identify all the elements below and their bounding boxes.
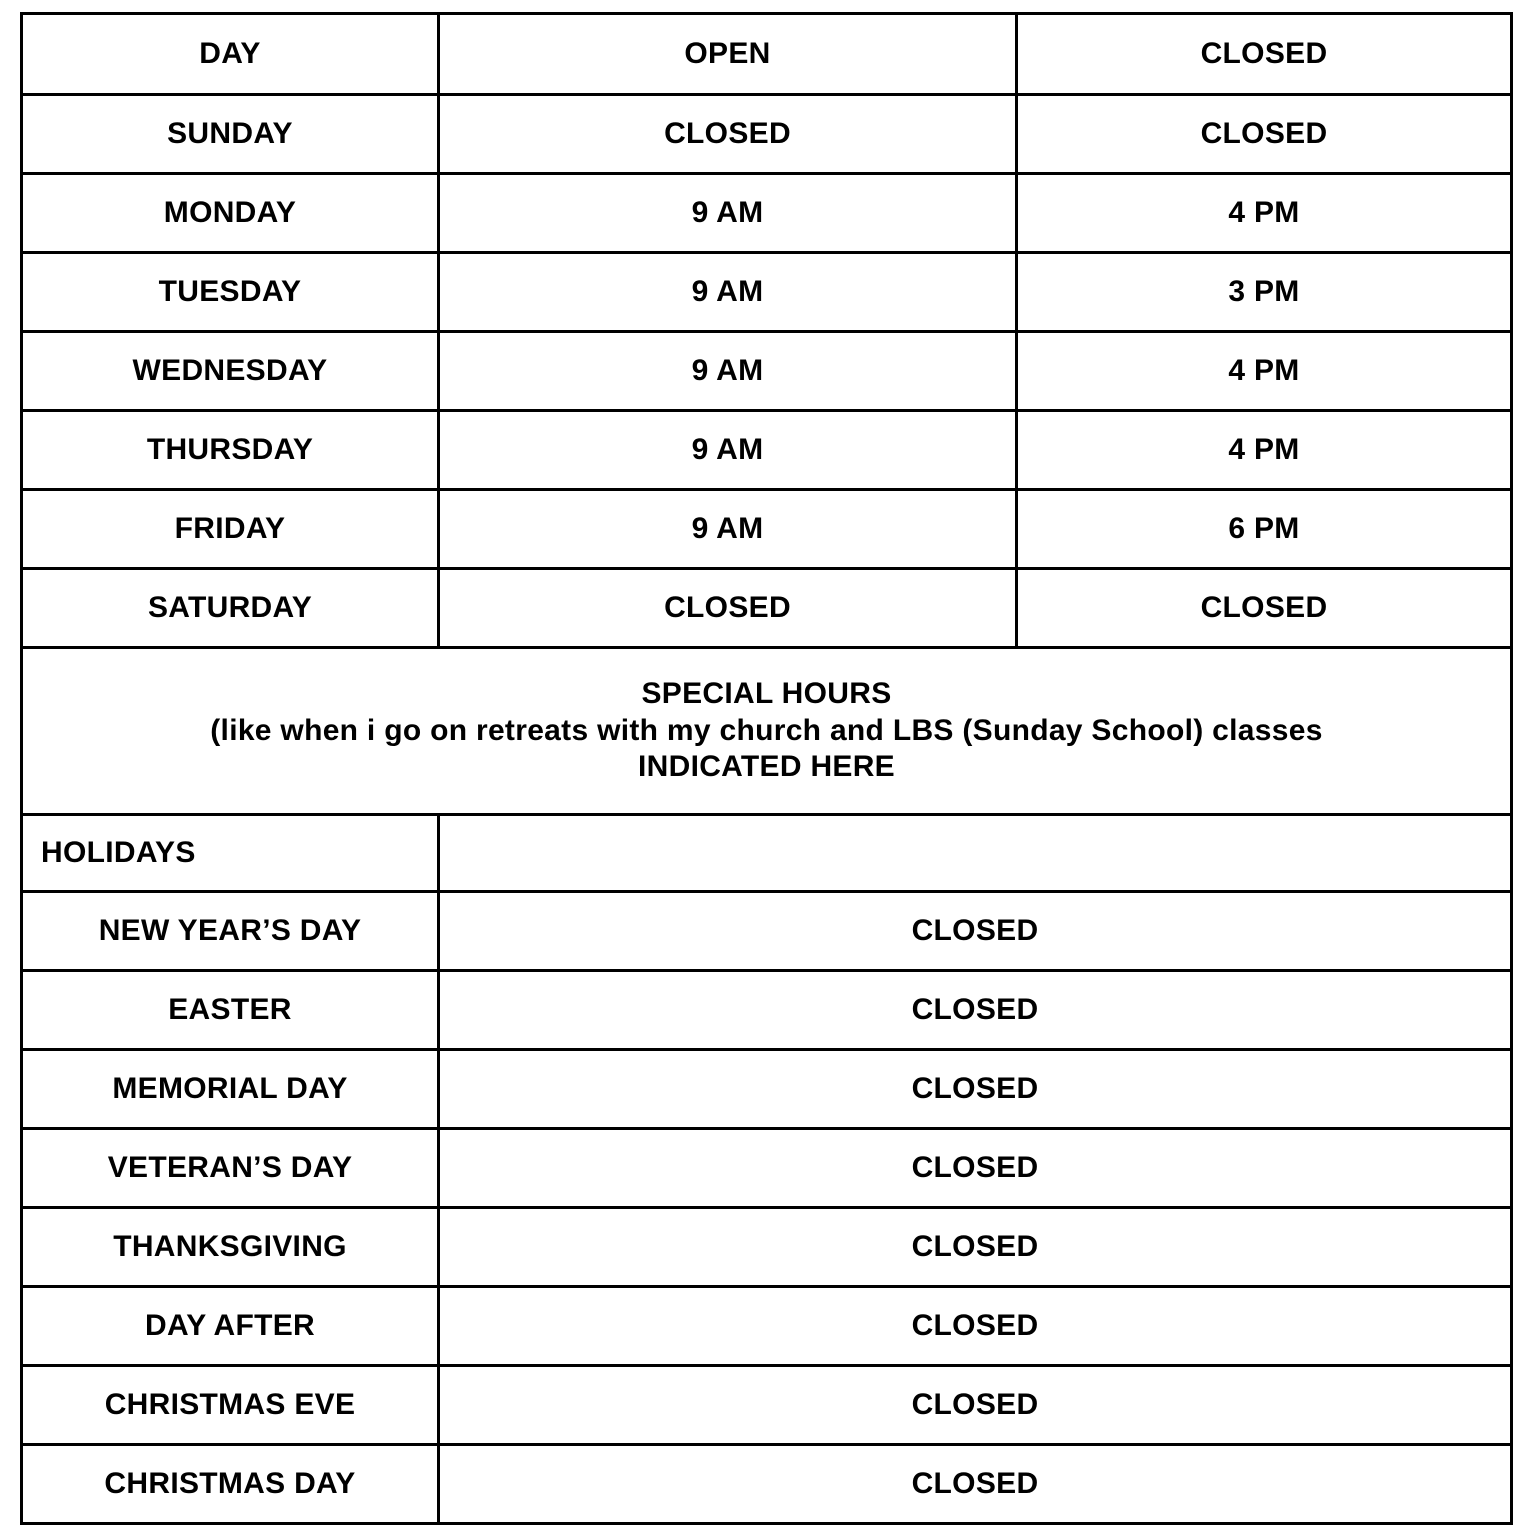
weekday-name: MONDAY bbox=[20, 175, 440, 254]
holidays-label: HOLIDAYS bbox=[20, 816, 440, 893]
holidays-label-status bbox=[440, 816, 1513, 893]
holiday-name: THANKSGIVING bbox=[20, 1209, 440, 1288]
weekday-close: 4 PM bbox=[1018, 412, 1513, 491]
holiday-status: CLOSED bbox=[440, 893, 1513, 972]
holiday-name: NEW YEAR’S DAY bbox=[20, 893, 440, 972]
holiday-name: DAY AFTER bbox=[20, 1288, 440, 1367]
weekday-close: CLOSED bbox=[1018, 96, 1513, 175]
weekday-close: 4 PM bbox=[1018, 175, 1513, 254]
table-row bbox=[20, 1209, 1513, 1288]
header-open: OPEN bbox=[440, 12, 1018, 96]
holidays-header-row bbox=[20, 816, 1513, 893]
weekday-open: 9 AM bbox=[440, 333, 1018, 412]
table-row bbox=[20, 570, 1513, 649]
weekday-open: CLOSED bbox=[440, 96, 1018, 175]
weekday-open: 9 AM bbox=[440, 254, 1018, 333]
holiday-status: CLOSED bbox=[440, 1051, 1513, 1130]
table-row bbox=[20, 254, 1513, 333]
header-closed: CLOSED bbox=[1018, 12, 1513, 96]
holiday-status: CLOSED bbox=[440, 1130, 1513, 1209]
table-row bbox=[20, 972, 1513, 1051]
special-hours-detail: (like when i go on retreats with my church and LBS (Sunday School) classes bbox=[210, 713, 1323, 747]
table-row bbox=[20, 333, 1513, 412]
weekday-close: 6 PM bbox=[1018, 491, 1513, 570]
holiday-status: CLOSED bbox=[440, 972, 1513, 1051]
holiday-name: EASTER bbox=[20, 972, 440, 1051]
weekday-close: 4 PM bbox=[1018, 333, 1513, 412]
table-row bbox=[20, 1288, 1513, 1367]
table-row bbox=[20, 175, 1513, 254]
special-hours-indicator: INDICATED HERE bbox=[638, 750, 895, 784]
holiday-status: CLOSED bbox=[440, 1288, 1513, 1367]
special-hours-row bbox=[20, 649, 1513, 816]
special-hours-title: SPECIAL HOURS bbox=[641, 677, 892, 711]
holiday-name: CHRISTMAS EVE bbox=[20, 1367, 440, 1446]
table-header-row bbox=[20, 12, 1513, 96]
table-row bbox=[20, 893, 1513, 972]
weekday-close: 3 PM bbox=[1018, 254, 1513, 333]
table-row bbox=[20, 1367, 1513, 1446]
table-row bbox=[20, 1051, 1513, 1130]
holiday-status: CLOSED bbox=[440, 1209, 1513, 1288]
weekday-name: FRIDAY bbox=[20, 491, 440, 570]
holiday-status: CLOSED bbox=[440, 1446, 1513, 1525]
table-row bbox=[20, 491, 1513, 570]
table-row bbox=[20, 1130, 1513, 1209]
weekday-name: THURSDAY bbox=[20, 412, 440, 491]
weekday-open: 9 AM bbox=[440, 491, 1018, 570]
weekday-close: CLOSED bbox=[1018, 570, 1513, 649]
holiday-name: VETERAN’S DAY bbox=[20, 1130, 440, 1209]
weekday-name: SUNDAY bbox=[20, 96, 440, 175]
weekday-name: TUESDAY bbox=[20, 254, 440, 333]
holiday-name: CHRISTMAS DAY bbox=[20, 1446, 440, 1525]
table-row bbox=[20, 1446, 1513, 1525]
special-hours-note bbox=[20, 649, 1513, 816]
business-hours-table bbox=[20, 12, 1513, 1525]
table-row bbox=[20, 412, 1513, 491]
weekday-open: 9 AM bbox=[440, 412, 1018, 491]
holiday-name: MEMORIAL DAY bbox=[20, 1051, 440, 1130]
weekday-open: 9 AM bbox=[440, 175, 1018, 254]
weekday-open: CLOSED bbox=[440, 570, 1018, 649]
weekday-name: SATURDAY bbox=[20, 570, 440, 649]
header-day: DAY bbox=[20, 12, 440, 96]
table-row bbox=[20, 96, 1513, 175]
weekday-name: WEDNESDAY bbox=[20, 333, 440, 412]
holiday-status: CLOSED bbox=[440, 1367, 1513, 1446]
